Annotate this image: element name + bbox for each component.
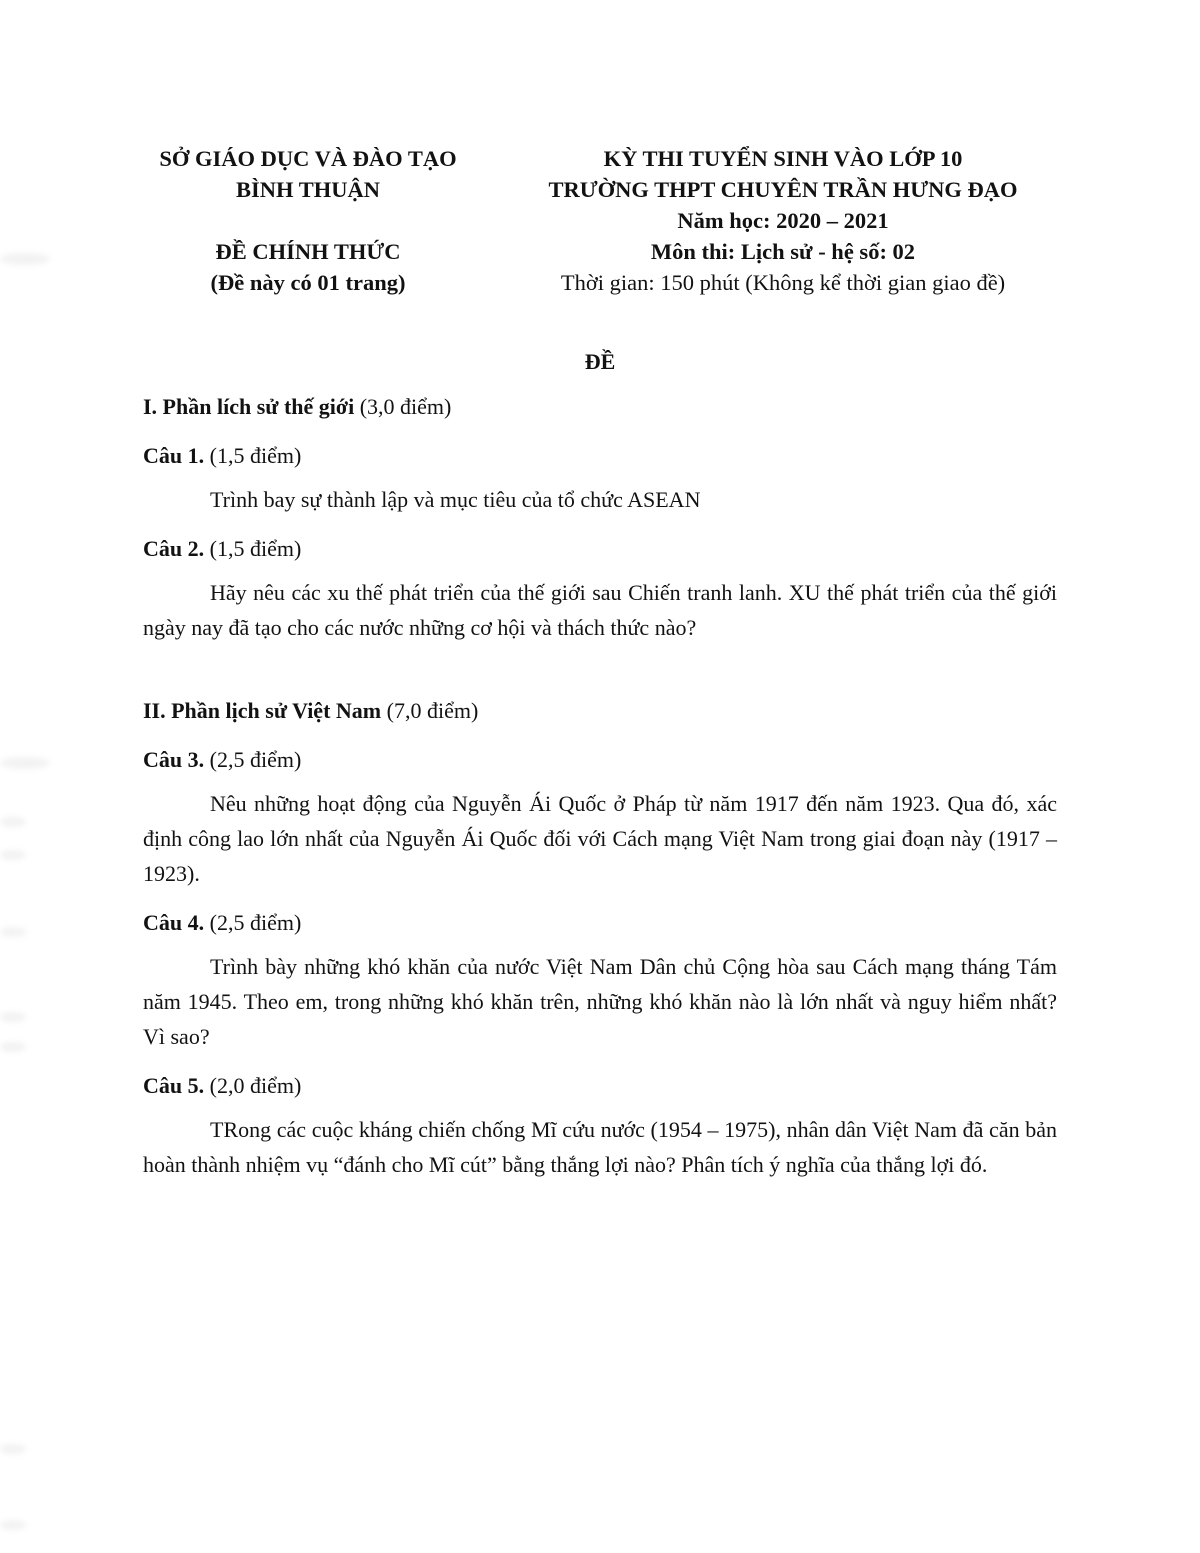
question-5-points: (2,0 điểm) <box>209 1073 302 1098</box>
question-4-label: Câu 4. <box>143 910 205 935</box>
exam-header <box>143 143 1057 298</box>
question-3-label: Câu 3. <box>143 747 205 772</box>
question-2-text: Hãy nêu các xu thế phát triển của thế giới sau Chiến tranh lanh. XU thế phát triển của thế giới ngày nay đã tạo cho các nước những cơ hội và thách thức nào? <box>143 580 1057 640</box>
school-name: TRƯỜNG THPT CHUYÊN TRẦN HƯNG ĐẠO <box>548 177 1018 202</box>
part2-heading <box>143 693 1057 728</box>
question-5-text: TRong các cuộc kháng chiến chống Mĩ cứu nước (1954 – 1975), nhân dân Việt Nam đã căn bản hoàn thành nhiệm vụ “đánh cho Mĩ cút” bằng thắng lợi nào? Phân tích ý nghĩa của thắng lợi đó. <box>143 1117 1057 1177</box>
question-1-label: Câu 1. <box>143 443 205 468</box>
part2-heading-text: II. Phần lịch sử Việt Nam <box>143 698 382 723</box>
question-1-text: Trình bay sự thành lập và mục tiêu của tổ chức ASEAN <box>210 487 701 512</box>
question-5-label: Câu 5. <box>143 1073 205 1098</box>
header-issuer-block <box>143 143 473 298</box>
page-count-note: (Đề này có 01 trang) <box>210 270 406 295</box>
header-spacer <box>143 205 473 236</box>
question-5-heading <box>143 1068 1057 1103</box>
question-1-heading <box>143 438 1057 473</box>
question-2-heading <box>143 531 1057 566</box>
exam-document-page <box>143 143 1057 1182</box>
scan-smudge <box>0 1012 26 1022</box>
scan-smudge <box>0 1444 26 1454</box>
issuing-department: SỞ GIÁO DỤC VÀ ĐÀO TẠO <box>159 146 457 171</box>
issuing-province: BÌNH THUẬN <box>236 177 380 202</box>
scan-smudge <box>0 253 50 265</box>
duration-line: Thời gian: 150 phút (Không kể thời gian giao đề) <box>560 270 1006 295</box>
part1-heading <box>143 389 1057 424</box>
scan-smudge <box>0 850 26 860</box>
scan-smudge <box>0 1042 26 1052</box>
scan-smudge <box>0 1520 26 1530</box>
question-2-points: (1,5 điểm) <box>209 536 302 561</box>
part1-points: (3,0 điểm) <box>359 394 452 419</box>
question-2-label: Câu 2. <box>143 536 205 561</box>
question-3-points: (2,5 điểm) <box>209 747 302 772</box>
official-exam-label: ĐỀ CHÍNH THỨC <box>215 239 401 264</box>
header-exam-info-block <box>473 143 1057 298</box>
exam-name: KỲ THI TUYỂN SINH VÀO LỚP 10 <box>603 146 963 171</box>
part1-heading-text: I. Phần lích sử thế giới <box>143 394 355 419</box>
part2-points: (7,0 điểm) <box>386 698 479 723</box>
school-year: Năm học: 2020 – 2021 <box>677 208 889 233</box>
question-1-points: (1,5 điểm) <box>209 443 302 468</box>
scan-smudge <box>0 757 50 769</box>
subject-line: Môn thi: Lịch sử - hệ số: 02 <box>650 239 916 264</box>
exam-title: ĐỀ <box>584 349 616 374</box>
scan-smudge <box>0 817 26 827</box>
scan-smudge <box>0 927 26 937</box>
question-3-text: Nêu những hoạt động của Nguyễn Ái Quốc ở Pháp từ năm 1917 đến năm 1923. Qua đó, xác định công lao lớn nhất của Nguyễn Ái Quốc đối với Cách mạng Việt Nam trong giai đoạn này (1917 – 1923). <box>143 791 1057 886</box>
question-4-heading <box>143 905 1057 940</box>
question-4-points: (2,5 điểm) <box>209 910 302 935</box>
question-3-heading <box>143 742 1057 777</box>
question-4-text: Trình bày những khó khăn của nước Việt Nam Dân chủ Cộng hòa sau Cách mạng tháng Tám năm 1945. Theo em, trong những khó khăn trên, những khó khăn nào là lớn nhất và nguy hiểm nhất? Vì sao? <box>143 954 1057 1049</box>
